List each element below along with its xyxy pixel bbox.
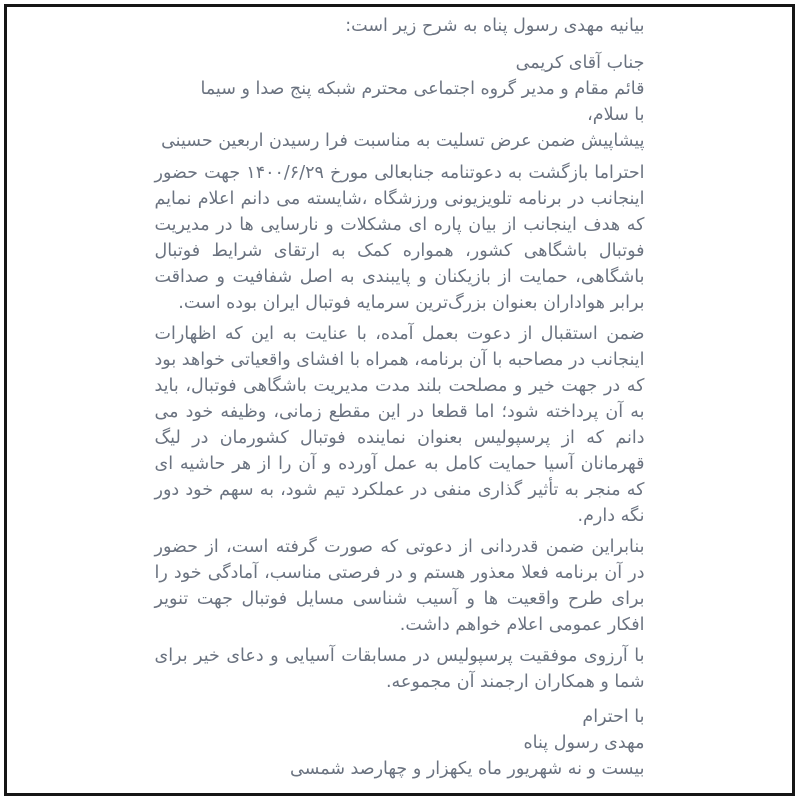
salutation-recipient-title: قائم مقام و مدیر گروه اجتماعی محترم شبکه پنج صدا و سیما: [200, 79, 645, 99]
paragraph-invitation-response: احتراما بازگشت به دعوتنامه جنابعالی مورخ ۱۴۰۰/۶/۲۹ جهت حضور اینجانب در برنامه تلویزیونی ورزشگاه ،شایسته می دانم اعلام نمایم که هدف اینجانب از بیان پاره ای مشکلات و نارسایی ها در مدیریت فوتبال باشگاهی کشور، همواره کمک به ارتقای شرایط فوتبال باشگاهی، حمایت از بازیکنان و پایبندی به اصل شفافیت و صداقت برابر هواداران بعنوان بزرگ‌ترین سرمایه فوتبال ایران بوده است.: [154, 163, 645, 313]
salutation-block: [155, 50, 645, 154]
paragraph-decline: بنابراین ضمن قدردانی از دعوتی که صورت گرفته است، از حضور در آن برنامه فعلا معذور هستم و در فرصتی مناسب، آمادگی خود را برای طرح واقعیت ها و آسیب شناسی مسایل فوتبال جهت تنویر افکار عمومی اعلام خواهم داشت.: [154, 537, 645, 635]
letter-frame: [4, 4, 795, 796]
condolence-line: پیشاپیش ضمن عرض تسلیت به مناسبت فرا رسیدن اربعین حسینی: [161, 131, 645, 151]
salutation-greeting: با سلام،: [587, 105, 645, 125]
paragraph-well-wishes: با آرزوی موفقیت پرسپولیس در مسابقات آسیایی و دعای خیر برای شما و همکاران ارجمند آن مجموعه.: [154, 646, 645, 692]
paragraph-reasoning: ضمن استقبال از دعوت بعمل آمده، با عنایت به این که اظهارات اینجانب در مصاحبه با آن برنامه، همراه با افشای واقعیاتی خواهد بود که در جهت خیر و مصلحت بلند مدت مدیریت باشگاهی فوتبال، باید به آن پرداخته شود؛ اما قطعا در این مقطع زمانی، وظیفه خود می دانم که از پرسپولیس بعنوان نماینده فوتبال کشورمان در لیگ قهرمانان آسیا حمایت کامل به عمل آورده و آن را از هر حاشیه ای که منجر به تأثیر گذاری منفی در عملکرد تیم شود، به سهم خود دور نگه دارم.: [154, 324, 645, 526]
statement-header: بیانیه مهدی رسول پناه به شرح زیر است:: [345, 16, 645, 36]
salutation-recipient: جناب آقای کریمی: [515, 53, 645, 73]
signature-block: [155, 704, 645, 782]
closing-regards: با احترام: [582, 707, 645, 727]
letter-content: [155, 13, 645, 782]
closing-date: بیست و نه شهریور ماه یکهزار و چهارصد شمسی: [290, 759, 645, 779]
closing-signer-name: مهدی رسول پناه: [523, 733, 645, 753]
